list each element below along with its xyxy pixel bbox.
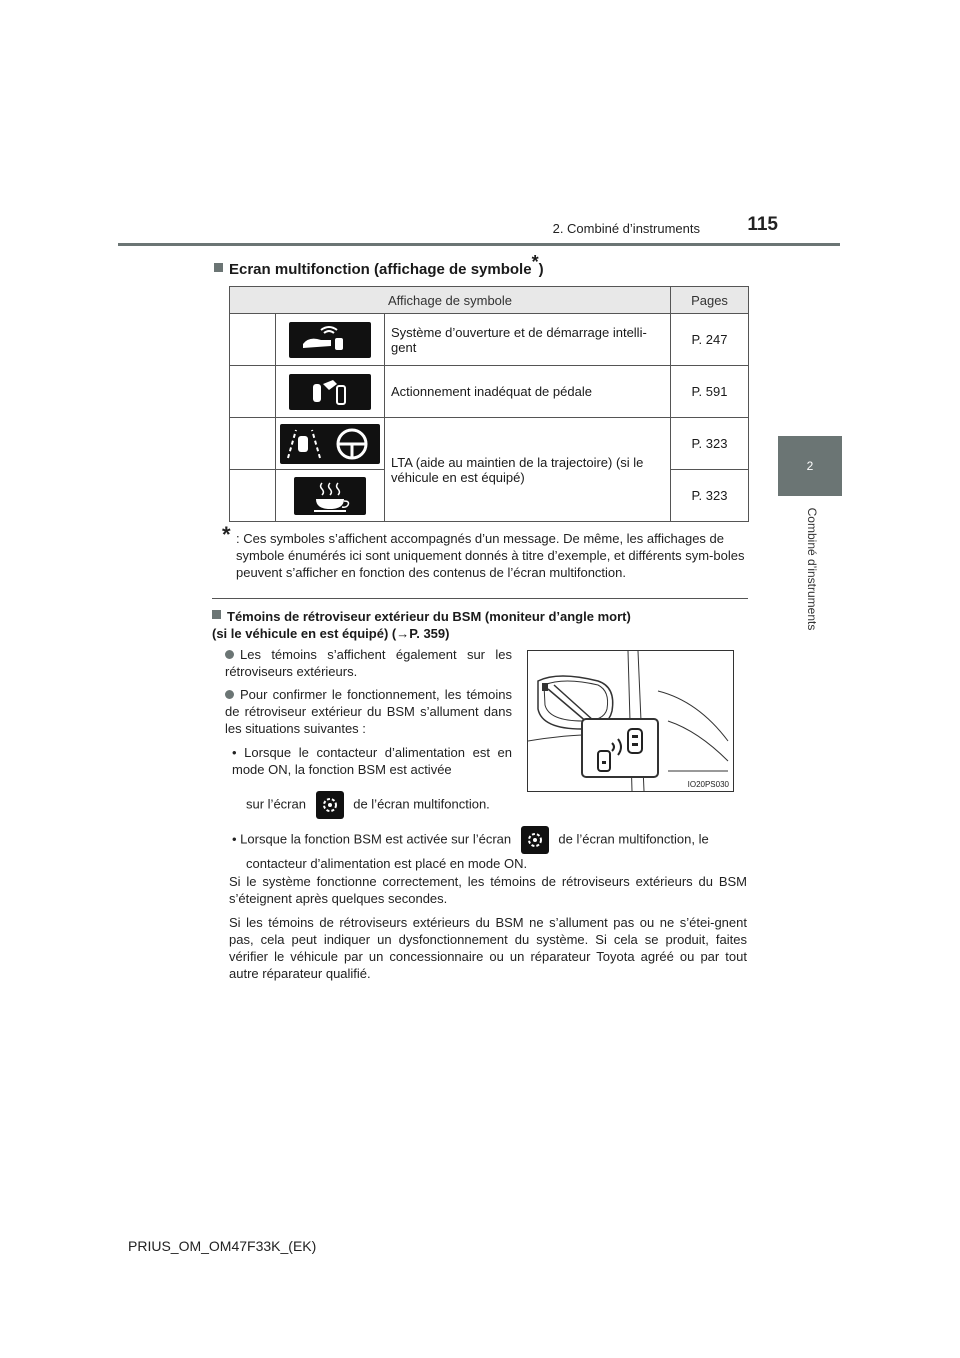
coffee-cup-icon (294, 477, 366, 515)
symbol-table (229, 286, 749, 522)
pedal-misoperation-icon (289, 374, 371, 410)
col-symbol-header: Affichage de symbole (230, 287, 671, 314)
row-description: Système d’ouverture et de démarrage intelli-gent (385, 314, 671, 366)
page-reference: →P. 359 (396, 626, 446, 641)
gear-settings-icon (316, 791, 344, 819)
list-item: Pour confirmer le fonctionnement, les témoins de rétroviseur extérieur du BSM s’allument dans les situations suivantes : (225, 687, 512, 736)
smart-key-icon (289, 322, 371, 358)
page-number: 115 (747, 214, 778, 235)
sub-list-item-continuation: sur l’écran de l’écran multifonction. (246, 791, 516, 819)
lta-steering-icon (280, 424, 380, 464)
sub-list-item-continuation: contacteur d’alimentation est placé en mode ON. (246, 856, 528, 871)
list-item: Les témoins s’affichent également sur les rétroviseurs extérieurs. (225, 647, 512, 679)
col-pages-header: Pages (671, 287, 749, 314)
table-row (230, 366, 749, 418)
multifunction-heading: Ecran multifonction (affichage de symbole*) (214, 252, 544, 278)
bsm-mirror-illustration (527, 650, 734, 792)
bsm-heading: Témoins de rétroviseur extérieur du BSM (moniteur d’angle mort) (si le véhicule en est équipé) (→P. 359) (212, 609, 631, 641)
chapter-label: Combiné d’instruments (805, 507, 819, 631)
paragraph: Si les témoins de rétroviseurs extérieurs du BSM ne s’allument pas ou ne s’étei-gnent pas, cela peut indiquer un dysfonctionnement du système. Si cela se produit, faites vérifier le véhicule par un concessionnaire ou un réparateur Toyota agréé ou par tout autre réparateur qualifié. (229, 915, 747, 981)
header-rule (118, 243, 840, 246)
paragraph: Si le système fonctionne correctement, les témoins de rétroviseurs extérieurs du BSM s’éteignent après quelques secondes. (229, 874, 747, 906)
heading-square-icon (214, 263, 223, 272)
gear-settings-icon (521, 826, 549, 854)
row-page: P. 323 (671, 418, 749, 470)
section-divider (212, 598, 748, 599)
row-page: P. 323 (671, 470, 749, 522)
heading-square-icon (212, 610, 221, 619)
table-row (230, 314, 749, 366)
table-header-row (230, 287, 749, 314)
row-page: P. 247 (671, 314, 749, 366)
document-code: PRIUS_OM_OM47F33K_(EK) (128, 1238, 317, 1254)
row-description: Actionnement inadéquat de pédale (385, 366, 671, 418)
sub-list-item: • Lorsque la fonction BSM est activée sur l’écran de l’écran multifonction, le (232, 826, 748, 854)
table-row (230, 418, 749, 470)
mirror-drawing (528, 651, 733, 791)
sub-list-item: • Lorsque le contacteur d’alimentation est en mode ON, la fonction BSM est activée (232, 745, 512, 777)
bullet-icon (225, 650, 234, 659)
row-page: P. 591 (671, 366, 749, 418)
row-description: LTA (aide au maintien de la trajectoire) (si le véhicule en est équipé) (385, 418, 671, 522)
figure-code: IO20PS030 (687, 780, 729, 789)
chapter-tab: 2 (778, 436, 842, 496)
bullet-icon (225, 690, 234, 699)
section-title: 2. Combiné d’instruments (552, 221, 700, 236)
